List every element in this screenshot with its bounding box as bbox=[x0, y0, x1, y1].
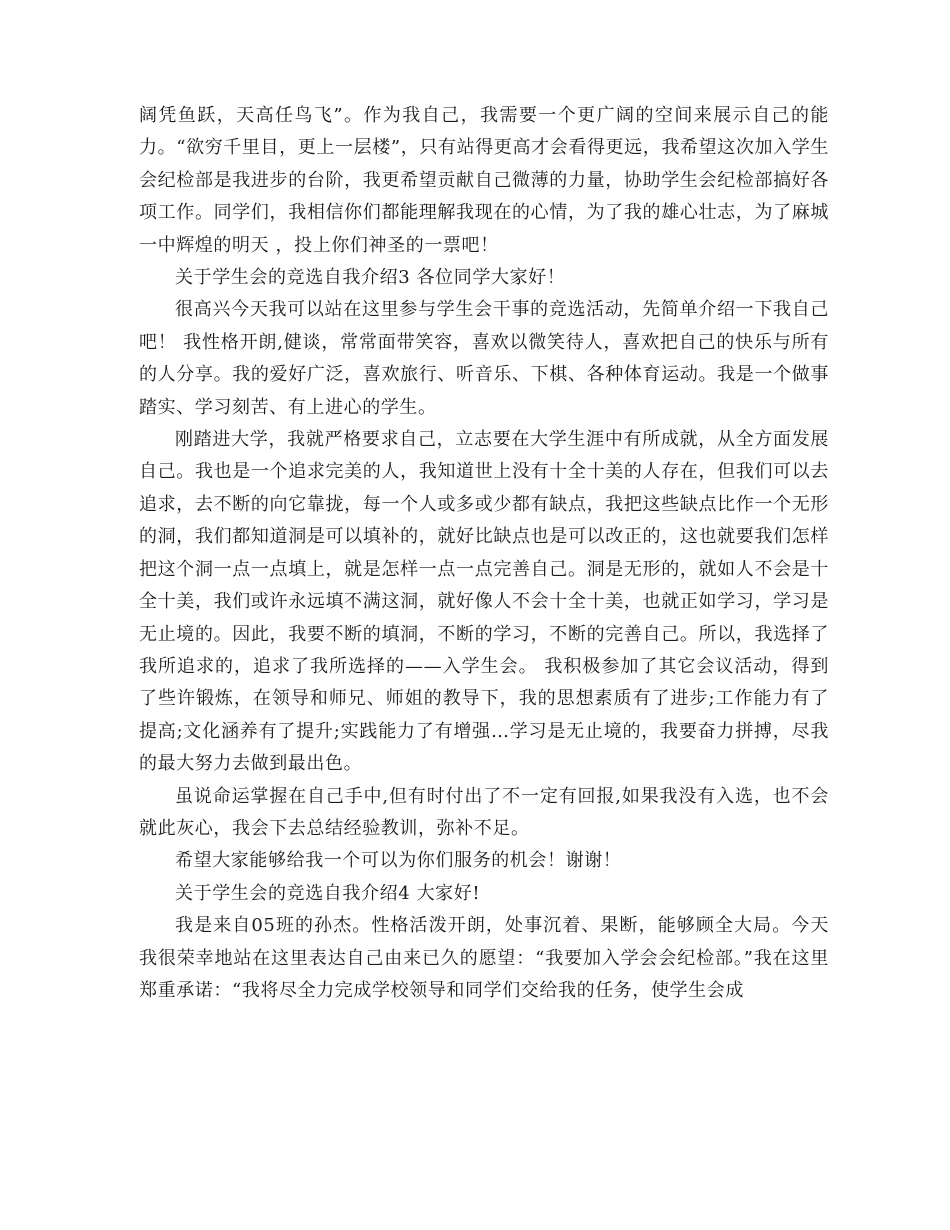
paragraph-heading: 关于学生会的竞选自我介绍3 各位同学大家好！ bbox=[175, 267, 566, 289]
paragraph: 虽说命运掌握在自己手中,但有时付出了不一定有回报,如果我没有入选，也不会就此灰心，我会下去总结经验教训，弥补不足。 bbox=[139, 785, 829, 839]
paragraph: 阔凭鱼跃，天高任鸟飞”。作为我自己，我需要一个更广阔的空间来展示自己的能力。“欲穷千里目，更上一层楼”，只有站得更高才会看得更远，我希望这次加入学生会纪检部是我进步的台阶，我更希望贡献自己微薄的力量，协助学生会纪检部搞好各项工作。同学们，我相信你们都能理解我现在的心情，为了我的雄心壮志，为了麻城一中辉煌的明天 ，投上你们神圣的一票吧！ bbox=[139, 105, 829, 256]
paragraph-heading: 关于学生会的竞选自我介绍4 大家好! bbox=[175, 882, 481, 904]
paragraph: 希望大家能够给我一个可以为你们服务的机会！谢谢！ bbox=[175, 850, 622, 872]
paragraph: 很高兴今天我可以站在这里参与学生会干事的竞选活动，先简单介绍一下我自己吧！ 我性格开朗,健谈，常常面带笑容，喜欢以微笑待人，喜欢把自己的快乐与所有的人分享。我的爱好广泛，喜欢旅行、听音乐、下棋、各种体育运动。我是一个做事踏实、学习刻苦、有上进心的学生。 bbox=[139, 299, 829, 418]
paragraph: 刚踏进大学，我就严格要求自己，立志要在大学生涯中有所成就，从全方面发展自己。我也是一个追求完美的人，我知道世上没有十全十美的人存在，但我们可以去追求，去不断的向它靠拢，每一个人或多或少都有缺点，我把这些缺点比作一个无形的洞，我们都知道洞是可以填补的，就好比缺点也是可以改正的，这也就要我们怎样把这个洞一点一点填上，就是怎样一点一点完善自己。洞是无形的，就如人不会是十全十美，我们或许永远填不满这洞，就好像人不会十全十美，也就正如学习，学习是无止境的。因此，我要不断的填洞，不断的学习，不断的完善自己。所以，我选择了我所追求的，追求了我所选择的——入学生会。 我积极参加了其它会议活动，得到了些许锻炼，在领导和师兄、师姐的教导下，我的思想素质有了进步;工作能力有了提高;文化涵养有了提升;实践能力了有增强…学习是无止境的，我要奋力拼搏，尽我的最大努力去做到最出色。 bbox=[139, 429, 829, 775]
document-body bbox=[139, 100, 829, 1007]
paragraph: 我是来自05班的孙杰。性格活泼开朗，处事沉着、果断，能够顾全大局。今天我很荣幸地站在这里表达自己由来已久的愿望：“我要加入学会会纪检部。”我在这里郑重承诺：“我将尽全力完成学校领导和同学们交给我的任务，使学生会成 bbox=[139, 915, 829, 1001]
